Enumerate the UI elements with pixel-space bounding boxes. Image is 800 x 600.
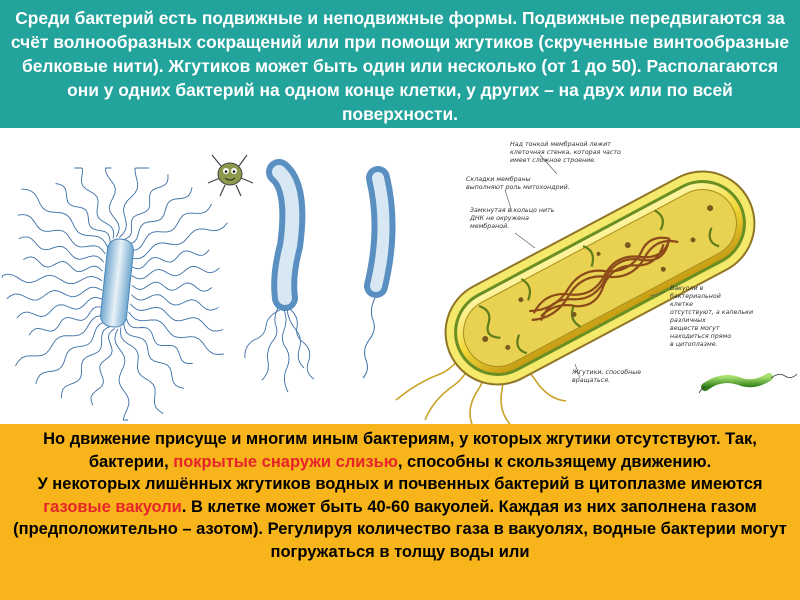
bacteria-illustration xyxy=(0,128,800,424)
cell-label-vacuoles xyxy=(669,285,753,348)
header-text: Среди бактерий есть подвижные и неподвижные формы. Подвижные передвигаются за счёт волнообразных сокращений или при помощи жгутиков (скрученные винтообразные белковые нити). Жгутиков может быть один или несколько (от 1 до 50). Располагаются они у одних бактерий на одном конце клетки, у других – на двух или по всей поверхности. xyxy=(10,8,790,124)
paragraph-1-text-b: , способны к скользящему движению. xyxy=(397,452,712,471)
flagellum xyxy=(127,319,193,364)
flagellum xyxy=(130,304,223,331)
flagellum xyxy=(106,168,120,237)
svg-text:бактериальной: бактериальной xyxy=(670,293,721,300)
illustration-svg xyxy=(0,128,800,424)
lophotrichous-bacterium xyxy=(245,172,314,392)
flagellum xyxy=(74,168,114,239)
svg-text:мембраной.: мембраной. xyxy=(470,223,510,230)
svg-text:находиться прямо: находиться прямо xyxy=(670,333,732,340)
paragraph-slime xyxy=(8,428,792,473)
svg-text:Над тонкой мембраной лежит: Над тонкой мембраной лежит xyxy=(510,141,611,148)
paragraph-2-text-a: У некоторых лишённых жгутиков водных и почвенных бактерий в цитоплазме имеются xyxy=(37,475,763,493)
flagellum xyxy=(17,297,103,318)
svg-text:Замкнутая в кольцо нить: Замкнутая в кольцо нить xyxy=(470,207,555,214)
info-box xyxy=(0,424,800,600)
flagellum xyxy=(29,307,104,335)
svg-text:различных: различных xyxy=(670,317,706,324)
flagellum xyxy=(62,326,112,398)
svg-text:отсутствуют, а капельки: отсутствуют, а капельки xyxy=(670,309,754,316)
svg-text:клетке: клетке xyxy=(670,301,694,308)
svg-text:вращаться.: вращаться. xyxy=(572,377,610,384)
paragraph-1-text-a: Но движение присуще и многим иным бактериям, у которых жгутики отсутствуют. Так, бактерии, xyxy=(43,430,757,471)
svg-text:в цитоплазме.: в цитоплазме. xyxy=(670,341,718,348)
flagellum xyxy=(91,329,115,406)
flagellum xyxy=(19,237,104,262)
flagellum xyxy=(23,257,102,272)
flagellum xyxy=(122,174,168,240)
green-bacterium xyxy=(699,374,797,393)
peritrichous-bacterium xyxy=(2,168,227,420)
flagellum xyxy=(15,316,106,366)
monotrichous-bacterium xyxy=(363,178,384,378)
svg-text:клеточная стенка, которая част: клеточная стенка, которая часто xyxy=(510,149,621,156)
flagellum xyxy=(132,266,220,279)
flagellum xyxy=(132,295,219,311)
flagellum xyxy=(18,215,106,255)
paragraph-2-text-b: . В клетке может быть 40-60 вакуолей. Каждая из них заполнена газом (предположительно – азотом). Регулируя количество газа в вакуолях, водные бактерии могут погружаться в толщу воды или xyxy=(13,497,787,561)
highlight-slime: покрытые снаружи слизью xyxy=(173,452,398,471)
flagellum xyxy=(131,250,209,269)
cell-label-dna xyxy=(469,207,555,230)
cell-label-wall xyxy=(510,140,621,164)
cell-label-membrane-folds xyxy=(466,175,570,191)
highlight-gas-vacuoles: газовые вакуоли xyxy=(43,497,182,516)
flagellum xyxy=(119,168,149,238)
flagellum xyxy=(21,189,107,247)
svg-text:ДНК не окружена: ДНК не окружена xyxy=(470,215,530,222)
flagellum xyxy=(124,324,184,388)
paragraph-gas-vacuoles xyxy=(8,473,792,563)
svg-text:выполняют роль митохондрий.: выполняют роль митохондрий. xyxy=(466,184,570,191)
flagellum xyxy=(7,287,103,300)
rod-cell-body xyxy=(99,238,134,328)
flagellum xyxy=(2,274,102,284)
svg-text:Складки мембраны: Складки мембраны xyxy=(466,176,531,183)
svg-text:Вакуоли в: Вакуоли в xyxy=(670,285,704,292)
cell-label-flagella xyxy=(571,368,641,384)
header-banner xyxy=(0,0,800,128)
svg-text:имеет сложное строение.: имеет сложное строение. xyxy=(510,157,597,164)
svg-text:веществ могут: веществ могут xyxy=(670,325,720,332)
cartoon-microbe-icon xyxy=(208,155,253,196)
flagellum xyxy=(56,184,111,243)
flagellum xyxy=(132,282,212,291)
svg-text:Жгутики, способные: Жгутики, способные xyxy=(572,369,642,376)
flagellum xyxy=(121,327,164,413)
